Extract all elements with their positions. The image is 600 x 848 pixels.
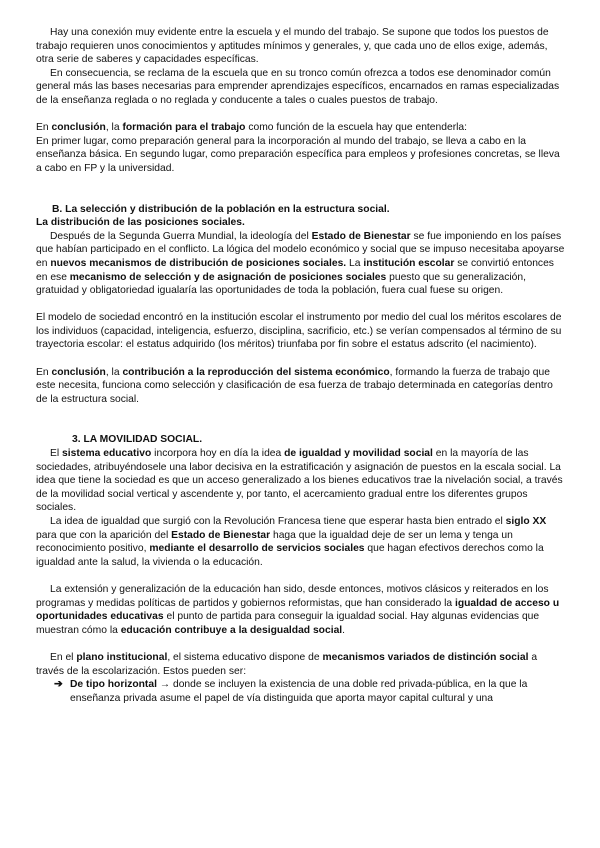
paragraph-welfare-state: Después de la Segunda Guerra Mundial, la ideología del Estado de Bienestar se fue imponiendo en los países que habían participado en el conflicto. La lógica del modelo económico y social que se impuso necesitaba apoyarse en nuevos mecanismos de distribución de posiciones sociales. La institución escolar se convirtió entonces en ese mecanismo de selección y de asignación de posiciones sociales puesto que su generalización, gratuidad y obligatoriedad igualaría las oportunidades de toda la población, fuera cual fuese su origen. bbox=[36, 230, 565, 297]
paragraph-consequence: En consecuencia, se reclama de la escuela que en su tronco común ofrezca a todos ese denominador común general más las bases necesarias para emprender aprendizajes específicos, encarnados en ramas especializadas de la enseñanza reglada o no reglada y conducente a tales o cuales puestos de trabajo. bbox=[36, 67, 560, 106]
paragraph-conclusion-economy: En conclusión, la contribución a la reproducción del sistema económico, formando la fuerza de trabajo que este necesita, funciona como selección y clasificación de esa fuerza de trabajo determinada en categorías dentro de la estructura social. bbox=[36, 366, 553, 405]
document-page bbox=[36, 26, 566, 705]
paragraph-work-connection: Hay una conexión muy evidente entre la escuela y el mundo del trabajo. Se supone que todos los puestos de trabajo requieren unos conocimientos y aptitudes mínimos y generales, y, que cada uno de ellos exige, además, otra serie de saberes y capacidades específicas. bbox=[36, 27, 549, 66]
bold-term: sistema educativo bbox=[62, 448, 152, 460]
bold-term: mediante el desarrollo de servicios sociales bbox=[149, 543, 365, 555]
paragraph-first-second: En primer lugar, como preparación general para la incorporación al mundo del trabajo, se lleva a cabo en la enseñanza básica. En segundo lugar, como preparación específica para empleos y profesiones concretas, se lleva a cabo en FP y la universidad. bbox=[36, 135, 560, 174]
paragraph-equality-idea: La idea de igualdad que surgió con la Revolución Francesa tiene que esperar hasta bien entrado el siglo XX para que con la aparición del Estado de Bienestar haga que la igualdad deje de ser un lema y tenga un reconocimiento positivo, mediante el desarrollo de servicios sociales que hagan efectivos derechos como la igualdad ante la salud, la vivienda o la educación. bbox=[36, 516, 547, 568]
section-heading-3: 3. LA MOVILIDAD SOCIAL. bbox=[72, 434, 203, 446]
bold-term: mecanismo de selección y de asignación de posiciones sociales bbox=[69, 271, 387, 283]
paragraph-extension: La extensión y generalización de la educación han sido, desde entonces, motivos clásicos y reiterados en los programas y medidas políticas de partidos y gobiernos reformistas, que han considerado la igualdad de acceso u oportunidades educativas el punto de partida para conseguir la igualdad social. Hay algunas evidencias que muestran cómo la educación contribuye a la desigualdad social. bbox=[36, 583, 560, 636]
paragraph-society-model: El modelo de sociedad encontró en la institución escolar el instrumento por medio del cual los méritos escolares de los individuos (capacidad, inteligencia, esfuerzo, disciplina, sacrificio, etc.) se verían compensados al término de su trayectoria escolar: el estatus adquirido (los méritos) triunfaba por fin sobre el estatus adscrito (el nacimiento). bbox=[36, 312, 562, 351]
paragraph-educational-system: El sistema educativo incorpora hoy en día la idea de igualdad y movilidad social en la mayoría de las sociedades, atribuyéndosele una labor decisiva en la estratificación y asignación de puestos en la escala social. La idea que tiene la sociedad es que un acceso generalizado a los bienes educativos trae la nivelación social, a través de la movilidad social vertical y ascendente y, por tanto, el acercamiento gradual entre los diferentes grupos sociales. bbox=[36, 448, 563, 514]
bold-term: siglo XX bbox=[505, 516, 547, 527]
paragraph-conclusion-work: En conclusión, la formación para el trabajo como función de la escuela hay que entenderla: bbox=[36, 122, 468, 134]
subsection-heading: La distribución de las posiciones sociales. bbox=[36, 217, 245, 229]
bold-term: Estado de Bienestar bbox=[311, 230, 411, 242]
arrow-bullet-icon: ➔ bbox=[54, 679, 63, 691]
bold-term: plano institucional bbox=[76, 651, 168, 663]
bold-term: igualdad de acceso u oportunidades educativas bbox=[36, 597, 560, 623]
bold-term: mecanismos variados de distinción social bbox=[322, 651, 529, 663]
bold-term: institución escolar bbox=[363, 257, 455, 269]
paragraph-institutional-plane: En el plano institucional, el sistema educativo dispone de mecanismos variados de distinción social a través de la escolarización. Estos pueden ser: bbox=[36, 651, 538, 677]
bold-term: educación contribuye a la desigualdad social bbox=[120, 624, 343, 636]
bold-term: Estado de Bienestar bbox=[171, 529, 271, 541]
section-heading-b: B. La selección y distribución de la población en la estructura social. bbox=[52, 203, 390, 215]
bold-term: nuevos mecanismos de distribución de posiciones sociales. bbox=[50, 257, 347, 269]
bold-term: conclusión bbox=[51, 366, 106, 378]
bold-term: conclusión bbox=[51, 122, 106, 134]
bold-term: contribución a la reproducción del sistema económico bbox=[122, 366, 390, 378]
bullet-item-horizontal: ➔ De tipo horizontal → donde se incluyen la existencia de una doble red privada-pública, en la que la enseñanza privada asume el papel de vía distinguida que aporta mayor capital cultural y una bbox=[54, 679, 528, 704]
bold-term: de igualdad y movilidad social bbox=[284, 448, 433, 460]
bold-term: formación para el trabajo bbox=[122, 122, 246, 134]
bold-term: De tipo horizontal bbox=[70, 679, 157, 691]
